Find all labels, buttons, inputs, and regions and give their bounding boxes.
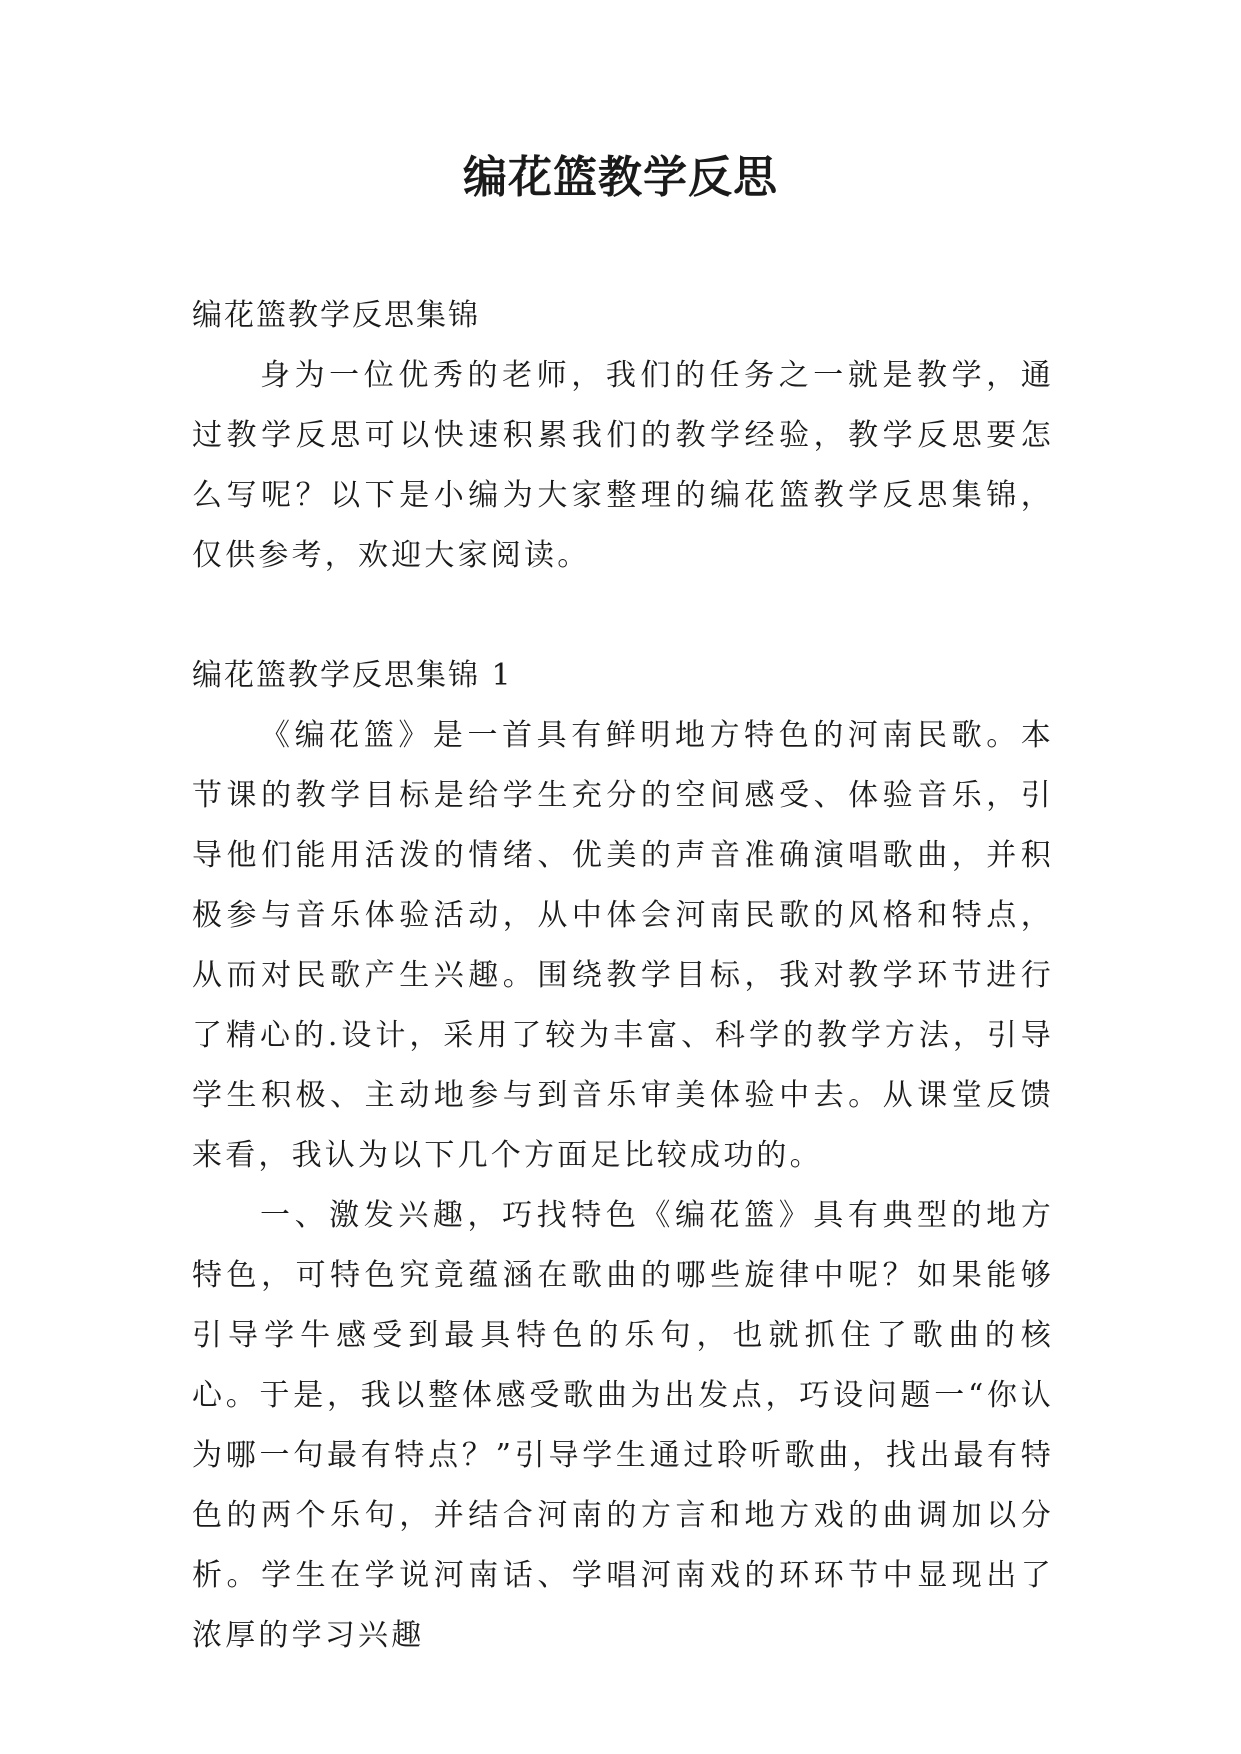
section-spacer <box>192 586 1054 646</box>
section-1-paragraph-1: 《编花篮》是一首具有鲜明地方特色的河南民歌。本节课的教学目标是给学生充分的空间感受、体验音乐，引导他们能用活泼的情绪、优美的声音准确演唱歌曲，并积极参与音乐体验活动，从中体会河南民歌的风格和特点，从而对民歌产生兴趣。围绕教学目标，我对教学环节进行了精心的.设计，采用了较为丰富、科学的教学方法，引导学生积极、主动地参与到音乐审美体验中去。从课堂反馈来看，我认为以下几个方面足比较成功的。 <box>192 718 1054 1173</box>
intro-heading: 编花篮教学反思集锦 <box>192 298 480 333</box>
document-body <box>192 286 1054 1666</box>
section-1-heading: 编花篮教学反思集锦 1 <box>192 658 513 693</box>
intro-paragraph: 身为一位优秀的老师，我们的任务之一就是教学，通过教学反思可以快速积累我们的教学经验，教学反思要怎么写呢？以下是小编为大家整理的编花篮教学反思集锦，仅供参考，欢迎大家阅读。 <box>192 358 1054 573</box>
document-title: 编花篮教学反思 <box>463 152 778 203</box>
section-1-paragraph-2: 一、激发兴趣，巧找特色《编花篮》具有典型的地方特色，可特色究竟蕴涵在歌曲的哪些旋律中呢？如果能够引导学牛感受到最具特色的乐句，也就抓住了歌曲的核心。于是，我以整体感受歌曲为出发点，巧设问题一“你认为哪一句最有特点？”引导学生通过聆听歌曲，找出最有特色的两个乐句，并结合河南的方言和地方戏的曲调加以分析。学生在学说河南话、学唱河南戏的环环节中显现出了浓厚的学习兴趣 <box>192 1198 1054 1653</box>
